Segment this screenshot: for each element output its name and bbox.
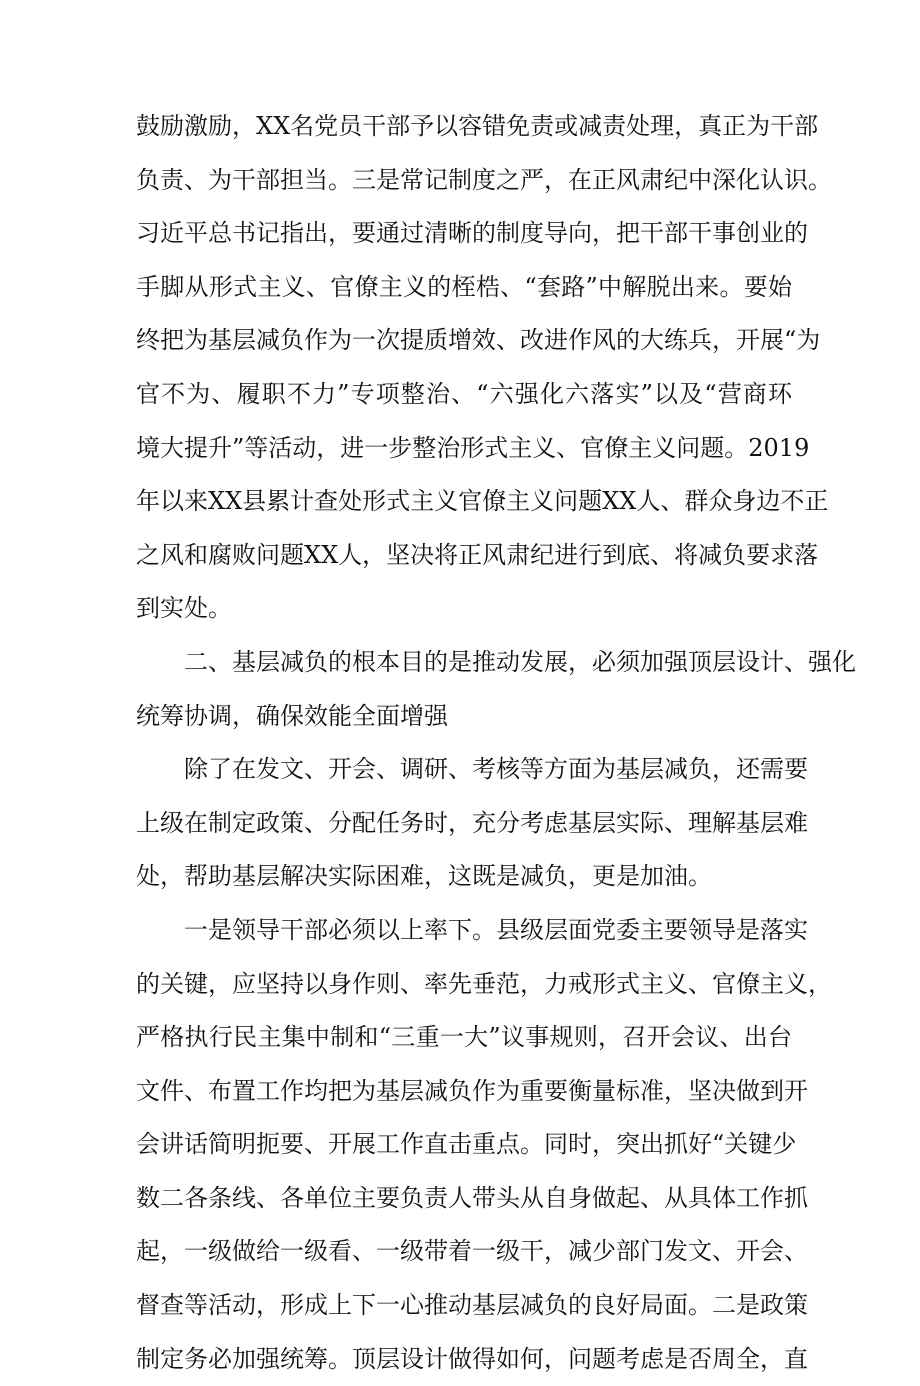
text-line: 到实处。 bbox=[136, 594, 232, 623]
text-line: 文件、布置工作均把为基层减负作为重要衡量标准，坚决做到开 bbox=[136, 1076, 808, 1105]
text-line: 手脚从形式主义、官僚主义的桎梏、“套路”中解脱出来。要始 bbox=[136, 272, 792, 301]
text-line: 一是领导干部必须以上率下。县级层面党委主要领导是落实 bbox=[184, 915, 808, 944]
text-line: 之风和腐败问题XX人，坚决将正风肃纪进行到底、将减负要求落 bbox=[136, 540, 819, 569]
text-line: 督查等活动，形成上下一心推动基层减负的良好局面。二是政策 bbox=[136, 1291, 808, 1320]
text-line: 严格执行民主集中制和“三重一大”议事规则，召开会议、出台 bbox=[136, 1023, 792, 1052]
text-line: 上级在制定政策、分配任务时，充分考虑基层实际、理解基层难 bbox=[136, 808, 808, 837]
text-line: 终把为基层减负作为一次提质增效、改进作风的大练兵，开展“为 bbox=[136, 326, 821, 355]
text-line: 起，一级做给一级看、一级带着一级干，减少部门发文、开会、 bbox=[136, 1237, 808, 1266]
text-line: 除了在发文、开会、调研、考核等方面为基层减负，还需要 bbox=[184, 755, 808, 784]
text-line: 鼓励激励，XX名党员干部予以容错免责或减责处理，真正为干部 bbox=[136, 112, 819, 140]
section-heading-line: 二、基层减负的根本目的是推动发展，必须加强顶层设计、强化 bbox=[184, 647, 856, 676]
text-line: 负责、为干部担当。三是常记制度之严，在正风肃纪中深化认识。 bbox=[136, 165, 832, 194]
text-line: 习近平总书记指出，要通过清晰的制度导向，把干部干事创业的 bbox=[136, 219, 808, 248]
text-line: 境大提升”等活动，进一步整治形式主义、官僚主义问题。2019 bbox=[136, 433, 810, 462]
document-body bbox=[136, 100, 856, 1386]
text-line: 官不为、履职不力”专项整治、“六强化六落实”以及“营商环 bbox=[136, 379, 792, 408]
text-line: 数二各条线、各单位主要负责人带头从自身做起、从具体工作抓 bbox=[136, 1183, 808, 1212]
text-line: 年以来XX县累计查处形式主义官僚主义问题XX人、群众身边不正 bbox=[136, 487, 829, 516]
text-line: 会讲话简明扼要、开展工作直击重点。同时，突出抓好“关键少 bbox=[136, 1130, 797, 1159]
text-line: 制定务必加强统筹。顶层设计做得如何，问题考虑是否周全，直 bbox=[136, 1344, 808, 1373]
text-line: 的关键，应坚持以身作则、率先垂范，力戒形式主义、官僚主义， bbox=[136, 969, 832, 998]
section-heading-line: 统筹协调，确保效能全面增强 bbox=[136, 701, 448, 730]
text-line: 处，帮助基层解决实际困难，这既是减负，更是加油。 bbox=[136, 862, 712, 891]
